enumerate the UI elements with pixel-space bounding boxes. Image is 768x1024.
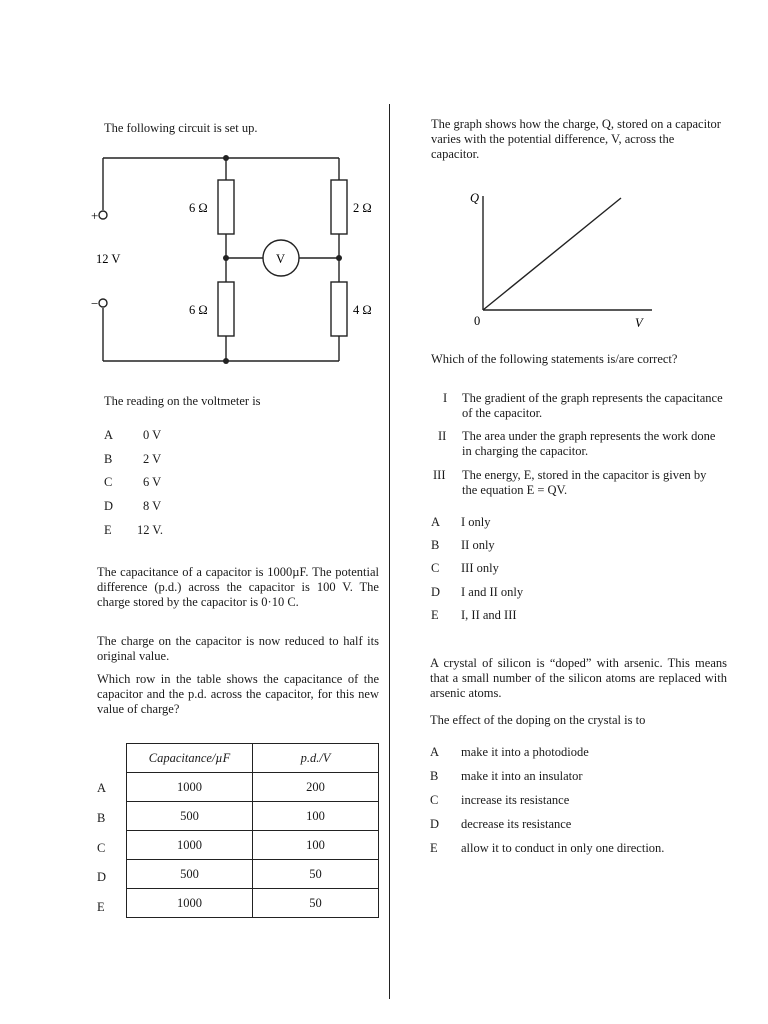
- table-cell-capacitance: 500: [127, 802, 253, 831]
- q2-paragraph-3: Which row in the table shows the capacitance of the capacitor and the p.d. across the capacitor, for this new value of charge?: [97, 672, 379, 716]
- table-cell-capacitance: 1000: [127, 889, 253, 918]
- table-cell-pd: 200: [253, 773, 379, 802]
- table-cell-pd: 50: [253, 860, 379, 889]
- table-header-row: [127, 744, 379, 773]
- table-row: [127, 889, 379, 918]
- q3-question: Which of the following statements is/are correct?: [431, 352, 678, 366]
- resistor-bottom-left-label: 6 Ω: [189, 303, 208, 317]
- capacitance-table: [126, 743, 379, 918]
- table-row-label-b: B: [97, 811, 106, 825]
- table-header-capacitance: Capacitance/µF: [127, 744, 253, 773]
- resistor-top-left-label: 6 Ω: [189, 201, 208, 215]
- q2-paragraph-2: The charge on the capacitor is now reduced to half its original value.: [97, 634, 379, 663]
- q1-intro: The following circuit is set up.: [104, 121, 258, 135]
- table-row-label-a: A: [97, 781, 107, 795]
- column-divider: [389, 104, 390, 999]
- plus-terminal-label: +: [91, 208, 99, 223]
- circuit-diagram: [86, 148, 386, 370]
- q3-statement-3: III The energy, E, stored in the capacitor is given by the equation E = QV.: [433, 468, 707, 497]
- table-cell-pd: 100: [253, 802, 379, 831]
- charge-voltage-graph: [464, 186, 664, 336]
- table-row: [127, 831, 379, 860]
- table-cell-pd: 100: [253, 831, 379, 860]
- table-row-label-d: D: [97, 870, 107, 884]
- q3-statement-1: I The gradient of the graph represents the capacitance of the capacitor.: [443, 391, 723, 420]
- table-cell-capacitance: 1000: [127, 831, 253, 860]
- table-row-label-e: E: [97, 900, 105, 914]
- resistor-top-right-label: 2 Ω: [353, 201, 372, 215]
- voltmeter-label: V: [276, 252, 286, 266]
- origin-label: 0: [474, 314, 481, 328]
- q4-question: The effect of the doping on the crystal is to: [430, 713, 646, 727]
- supply-voltage-label: 12 V: [96, 252, 121, 266]
- table-row: [127, 773, 379, 802]
- resistor-bottom-right-label: 4 Ω: [353, 303, 372, 317]
- q2-paragraph-1: The capacitance of a capacitor is 1000µF. The potential difference (p.d.) across the capacitor is 100 V. The charge stored by the capacitor is 0·10 C.: [97, 565, 379, 609]
- table-row-label-c: C: [97, 841, 106, 855]
- minus-terminal-label: −: [91, 296, 99, 311]
- y-axis-label: Q: [470, 191, 480, 205]
- table-cell-pd: 50: [253, 889, 379, 918]
- x-axis-label: V: [635, 316, 643, 330]
- table-cell-capacitance: 500: [127, 860, 253, 889]
- q3-statement-2: II The area under the graph represents the work done in charging the capacitor.: [438, 429, 716, 458]
- q3-intro: The graph shows how the charge, Q, stored on a capacitor varies with the potential difference, V, across the capacitor.: [431, 117, 721, 161]
- table-header-pd: p.d./V: [253, 744, 379, 773]
- graph-line: [483, 198, 621, 310]
- table-cell-capacitance: 1000: [127, 773, 253, 802]
- table-row: [127, 802, 379, 831]
- table-row: [127, 860, 379, 889]
- q1-question: The reading on the voltmeter is: [104, 394, 261, 408]
- q4-intro: A crystal of silicon is “doped” with arsenic. This means that a small number of the silicon atoms are replaced with arsenic atoms.: [430, 656, 727, 700]
